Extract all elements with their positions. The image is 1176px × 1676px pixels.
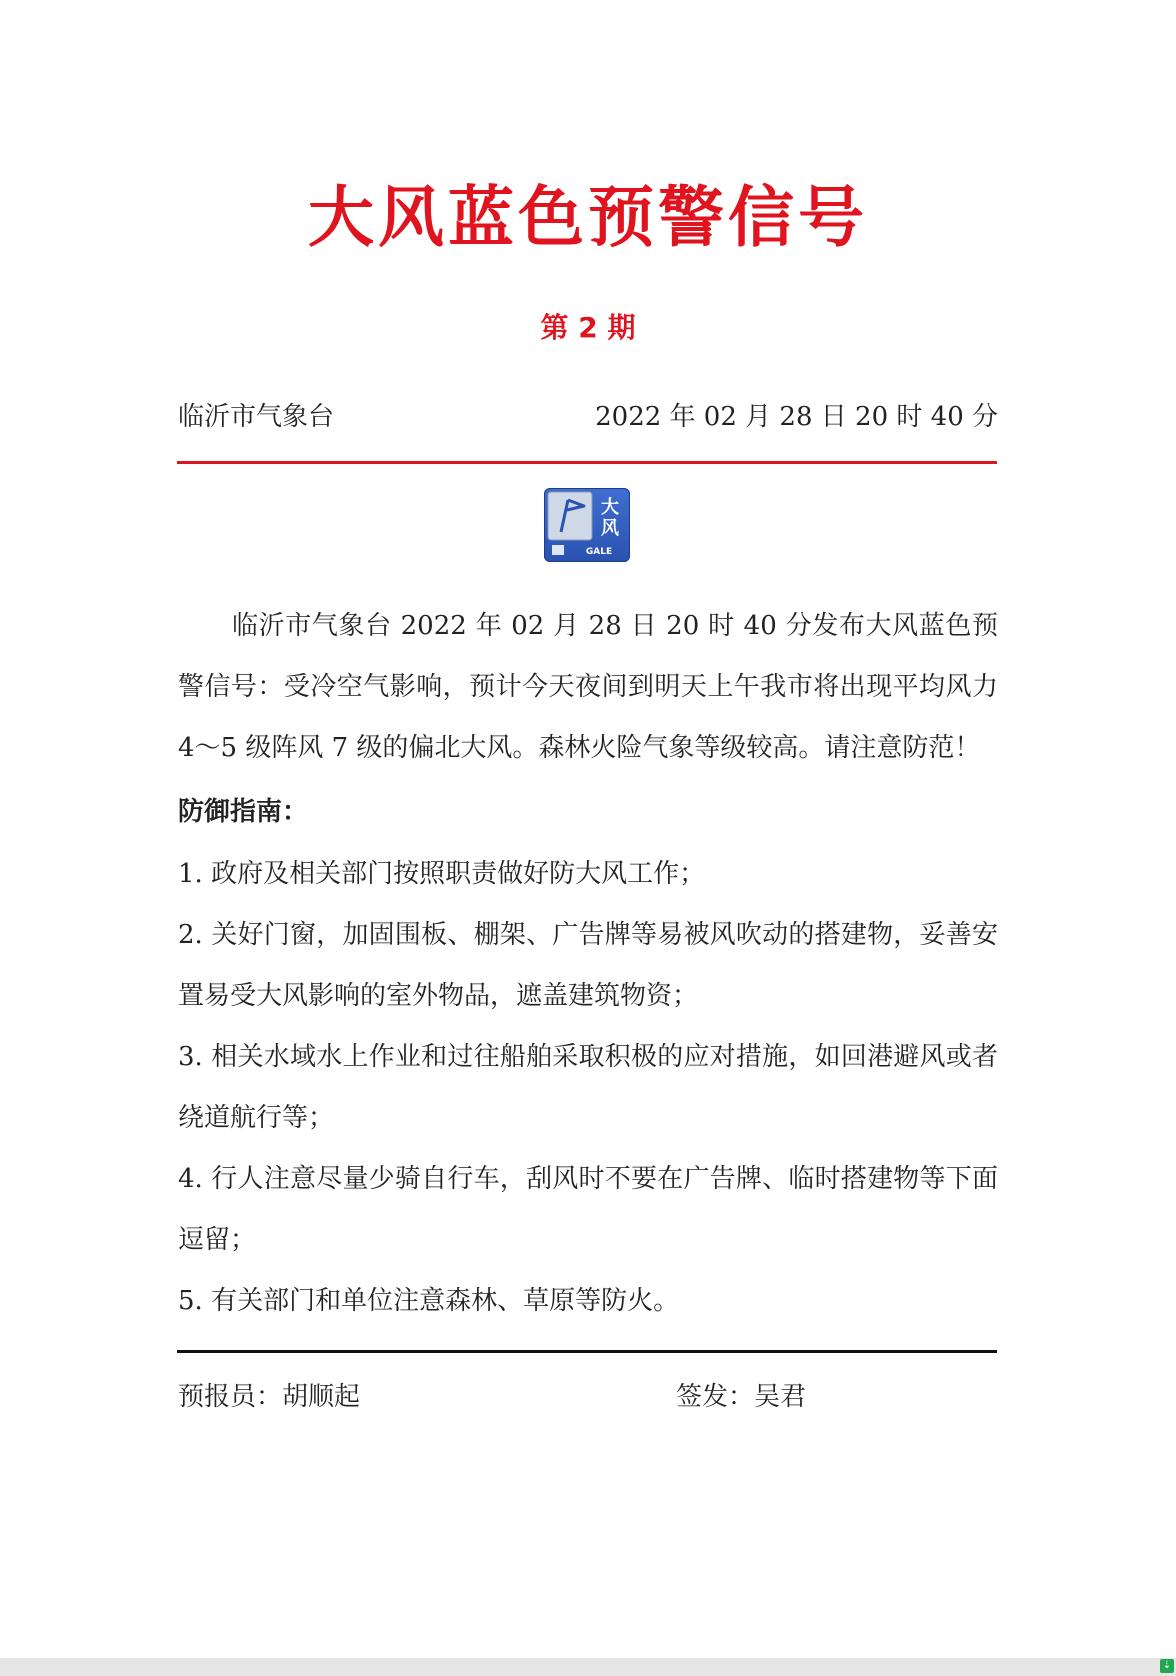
guide-heading: 防御指南： bbox=[178, 797, 309, 827]
viewer-bottom-bar bbox=[0, 1658, 1176, 1676]
gale-badge-graphic bbox=[544, 488, 630, 562]
badge-label-cn-2: 风 bbox=[601, 518, 619, 539]
issuer-name: 临沂市气象台 bbox=[178, 402, 335, 432]
badge-label-en: GALE bbox=[585, 547, 613, 557]
document-title: 大风蓝色预警信号 bbox=[308, 179, 868, 256]
signer-line: 签发：吴君 bbox=[676, 1382, 807, 1412]
guide-item: 5. 有关部门和单位注意森林、草原等防火。 bbox=[178, 1286, 680, 1316]
guide-item: 3. 相关水域水上作业和过往船舶采取积极的应对措施，如回港避风或者绕道航行等； bbox=[178, 1042, 998, 1133]
issue-number: 第 2 期 bbox=[540, 311, 636, 344]
badge-label-cn-1: 大 bbox=[601, 497, 619, 518]
guide-list bbox=[178, 844, 998, 1332]
download-icon[interactable]: ⇣ bbox=[1160, 1659, 1174, 1673]
forecaster-line: 预报员：胡顺起 bbox=[178, 1382, 361, 1412]
footer-divider bbox=[177, 1350, 997, 1353]
gale-blue-warning-icon bbox=[544, 488, 630, 562]
header-divider bbox=[177, 461, 997, 464]
guide-item: 4. 行人注意尽量少骑自行车，刮风时不要在广告牌、临时搭建物等下面逗留； bbox=[178, 1164, 998, 1255]
issue-datetime: 2022 年 02 月 28 日 20 时 40 分 bbox=[595, 402, 998, 432]
guide-item: 2. 关好门窗，加固围板、棚架、广告牌等易被风吹动的搭建物，妥善安置易受大风影响的室外物品，遮盖建筑物资； bbox=[178, 920, 998, 1011]
warning-paragraph: 临沂市气象台 2022 年 02 月 28 日 20 时 40 分发布大风蓝色预警信号：受冷空气影响，预计今天夜间到明天上午我市将出现平均风力 4～5 级阵风 7 级的偏北大风。森林火险气象等级较高。请注意防范！ bbox=[178, 611, 998, 763]
guide-item: 1. 政府及相关部门按照职责做好防大风工作； bbox=[178, 859, 706, 889]
